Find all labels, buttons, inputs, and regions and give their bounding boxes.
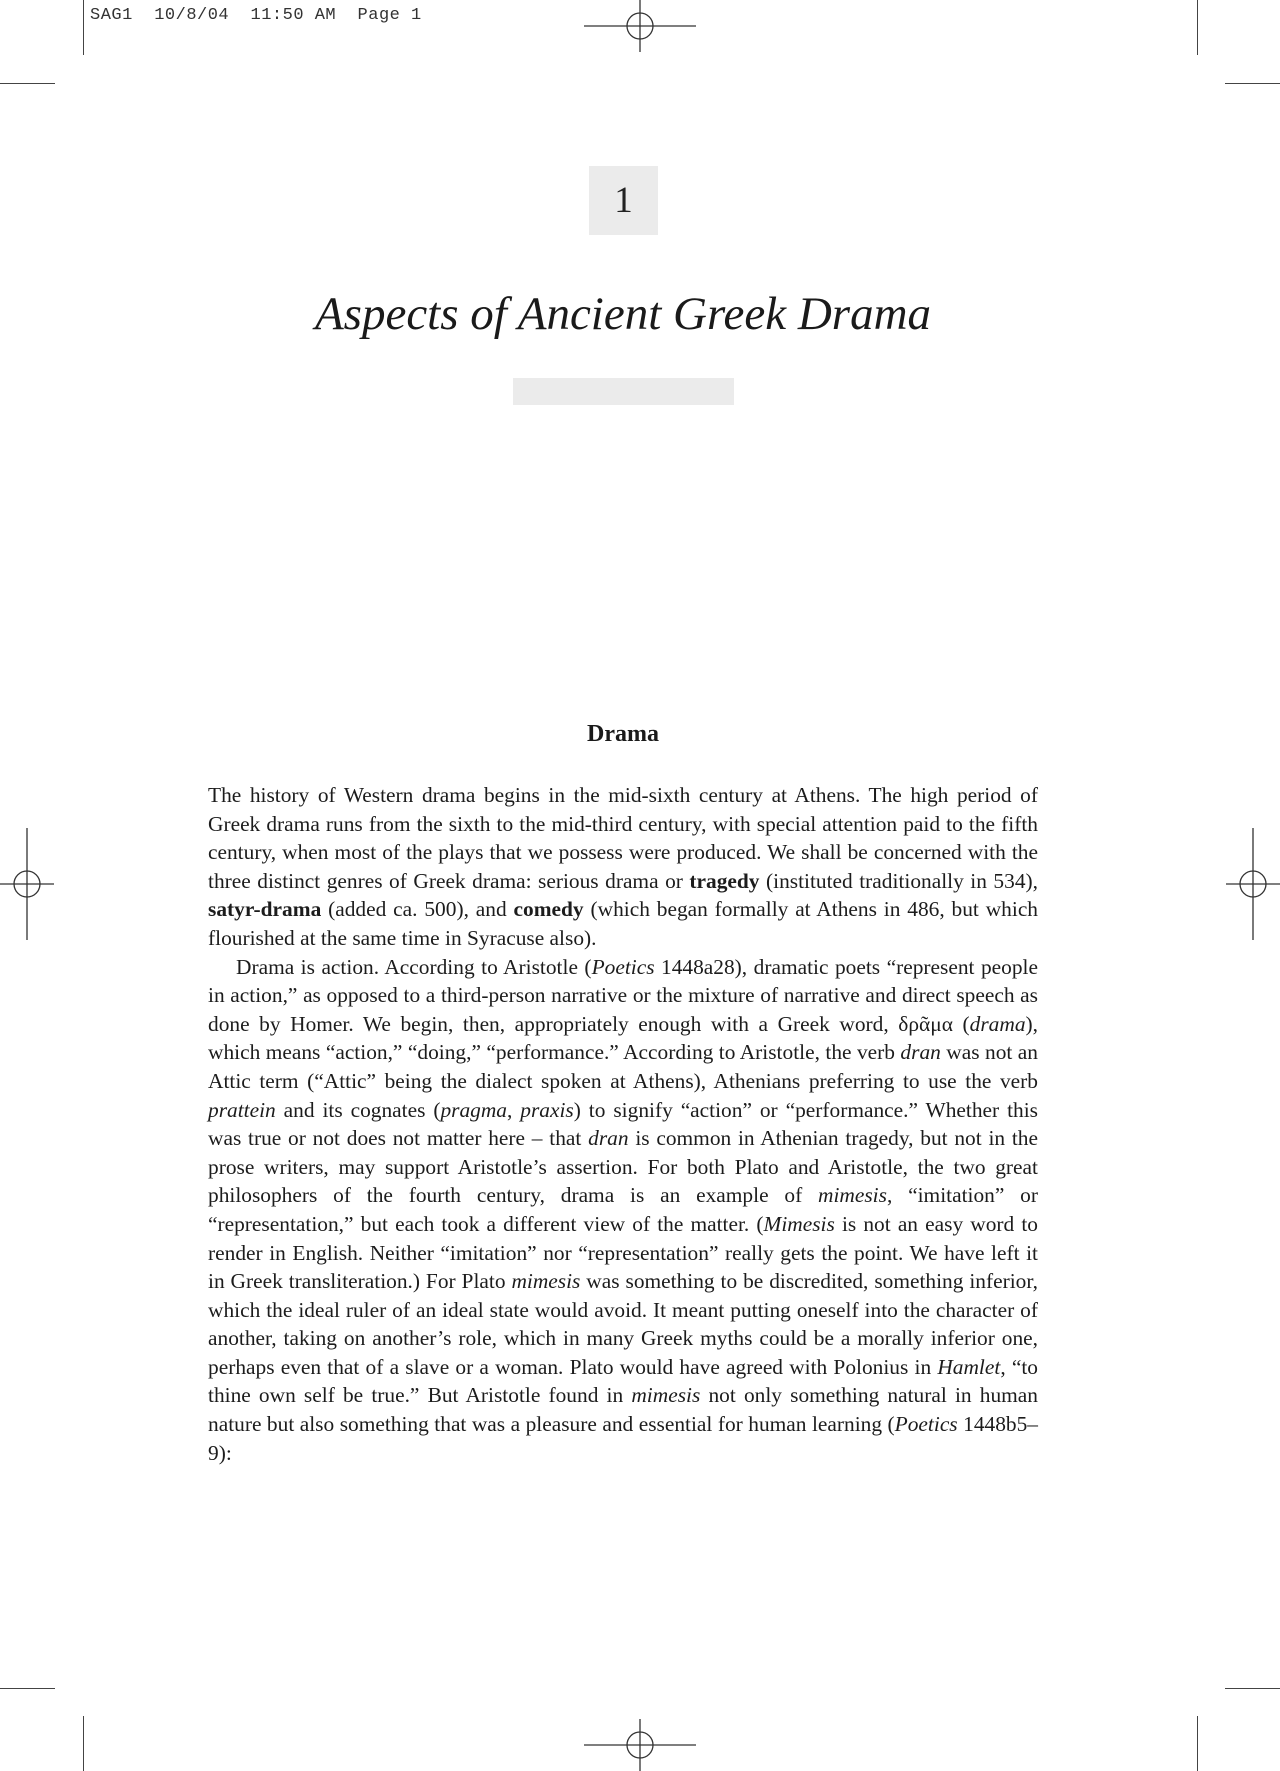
registration-mark-bottom — [584, 1719, 696, 1771]
bold-term: comedy — [513, 897, 584, 922]
italic-term: Hamlet — [937, 1354, 1001, 1379]
crop-mark-top-left-vertical — [83, 0, 84, 55]
italic-term: praxis — [520, 1097, 574, 1122]
italic-term: Mimesis — [763, 1211, 835, 1236]
body-text — [208, 781, 1038, 1467]
text-run: and its cognates ( — [275, 1097, 441, 1122]
text-run: ) to signify “action” or “performance.” Whether this was true or not does not matter here – that — [208, 1097, 1038, 1151]
paragraph-2 — [208, 953, 1038, 1468]
section-heading: Drama — [587, 721, 659, 747]
chapter-number-box — [589, 166, 658, 235]
text-run: not only something natural in human nature but also something that was a pleasure and essential for human learning ( — [208, 1383, 1038, 1437]
italic-term: pragma — [440, 1097, 508, 1122]
italic-term: Poetics — [894, 1412, 958, 1437]
text-run: 1448b5–9): — [208, 1412, 1038, 1465]
crop-mark-top-right-horizontal — [1225, 83, 1280, 84]
text-run: (added ca. 500), and — [321, 897, 514, 922]
paragraph-1 — [208, 781, 1038, 953]
text-run: ), which means “action,” “doing,” “performance.” According to Aristotle, the verb — [208, 1011, 1038, 1065]
text-run: is common in Athenian tragedy, but not in the prose writers, may support Aristotle’s assertion. For both Plato and Aristotle, the two great philosophers of the fourth century, drama is an example of — [208, 1126, 1038, 1208]
crop-mark-bottom-left-vertical — [83, 1716, 84, 1771]
text-run: (instituted traditionally in 534), — [759, 868, 1038, 893]
text-run: The history of Western drama begins in the mid-sixth century at Athens. The high period of Greek drama runs from the sixth to the mid-third century, with special attention paid to the fifth century, when most of the plays that we possess were produced. We shall be concerned with the three distinct genres of Greek drama: serious drama or — [208, 783, 1038, 893]
italic-term: dran — [588, 1126, 629, 1151]
text-run: , “to thine own self be true.” But Aristotle found in — [208, 1354, 1038, 1408]
text-run: Drama is action. According to Aristotle ( — [236, 954, 592, 979]
italic-term: prattein — [208, 1097, 276, 1122]
chapter-title: Aspects of Ancient Greek Drama — [314, 288, 932, 340]
text-run: 1448a28), dramatic poets “represent people in action,” as opposed to a third-person narrative or the mixture of narrative and direct speech as done by Homer. We begin, then, appropriately enough with a Greek word, δρᾶμα ( — [208, 954, 1038, 1036]
italic-term: mimesis — [631, 1383, 701, 1408]
text-run: was something to be discredited, something inferior, which the ideal ruler of an ideal state would avoid. It meant putting oneself into the character of another, taking on another’s role, which in many Greek myths could be a morally inferior one, perhaps even that of a slave or a woman. Plato would have agreed with Polonius in — [208, 1269, 1038, 1379]
bold-term: satyr-drama — [208, 897, 322, 922]
crop-mark-top-left-horizontal — [0, 83, 55, 84]
italic-term: mimesis — [818, 1183, 887, 1208]
crop-mark-top-right-vertical — [1197, 0, 1198, 55]
printer-slug: SAG1 10/8/04 11:50 AM Page 1 — [90, 6, 422, 25]
text-run: is not an easy word to render in English. Neither “imitation” nor “representation” really gets the point. We have left it in Greek transliteration.) For Plato — [208, 1211, 1038, 1294]
text-run: , — [507, 1097, 521, 1122]
italic-term: mimesis — [511, 1269, 581, 1294]
text-run: , “imitation” or “representation,” but each took a different view of the matter. ( — [208, 1183, 1038, 1236]
registration-mark-top — [584, 0, 696, 52]
bold-term: tragedy — [689, 868, 760, 893]
chapter-number: 1 — [614, 180, 633, 221]
title-ornament-bar — [513, 378, 734, 405]
registration-mark-right — [1226, 828, 1280, 940]
crop-mark-bottom-right-horizontal — [1225, 1688, 1280, 1689]
text-run: was not an Attic term (“Attic” being the dialect spoken at Athens), Athenians preferring to use the verb — [208, 1040, 1038, 1093]
italic-term: dran — [900, 1040, 941, 1065]
text-run: (which began formally at Athens in 486, but which flourished at the same time in Syracuse also). — [208, 897, 1039, 950]
registration-mark-left — [0, 828, 54, 940]
crop-mark-bottom-left-horizontal — [0, 1688, 55, 1689]
crop-mark-bottom-right-vertical — [1197, 1716, 1198, 1771]
italic-term: Poetics — [591, 954, 655, 979]
italic-term: drama — [969, 1011, 1026, 1036]
